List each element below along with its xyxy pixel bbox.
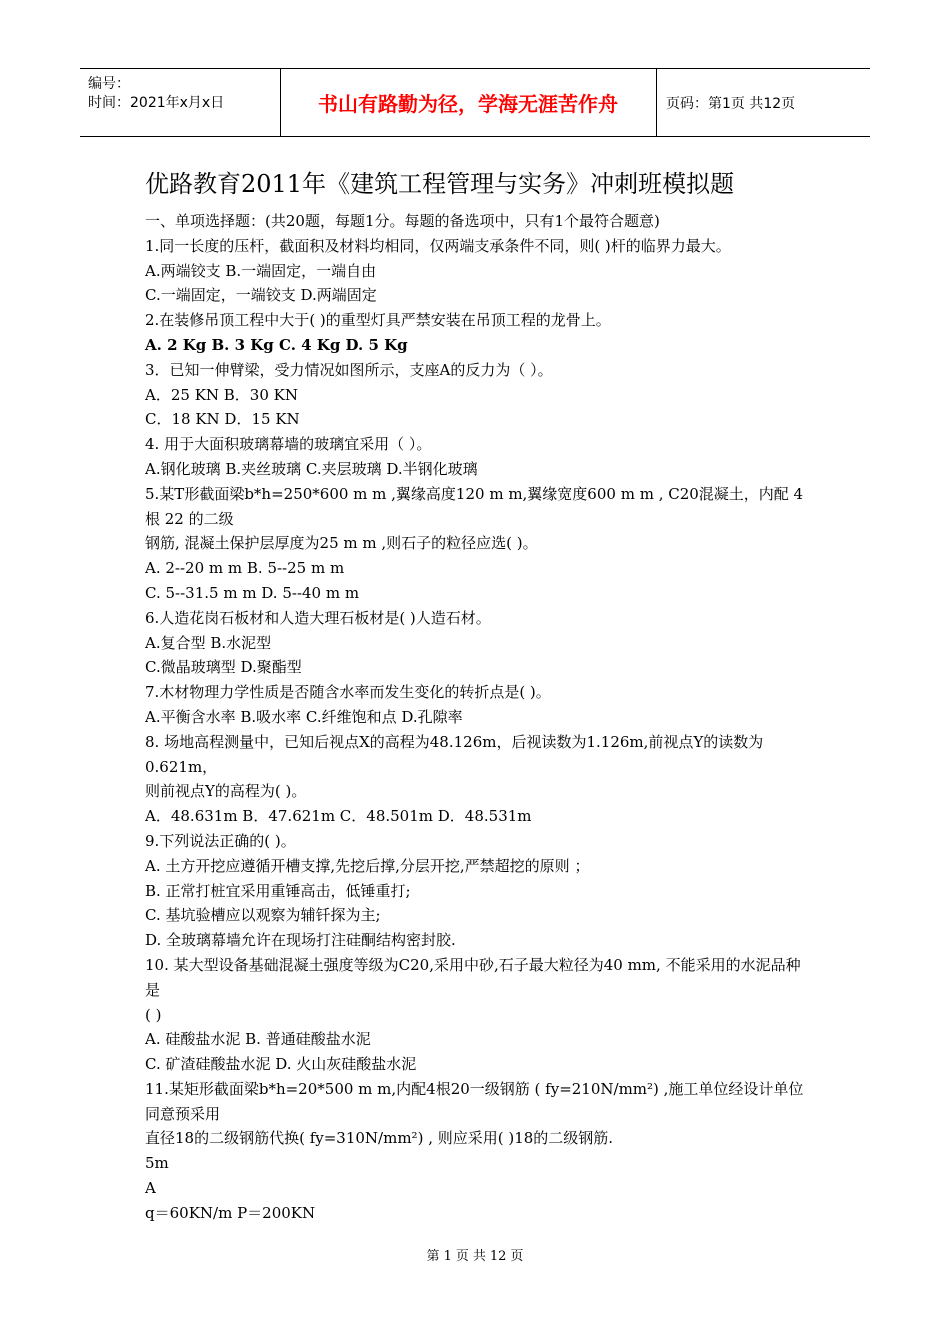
header-meta — [88, 75, 224, 113]
footer-text: 1 — [443, 1249, 452, 1264]
date-label: 时间：2021年x月x日 — [88, 95, 225, 111]
text-line: 2.在装修吊顶工程中大于( )的重型灯具严禁安装在吊顶工程的龙骨上。 — [145, 311, 611, 330]
text-line: A. 2--20 m m B. 5--25 m m — [145, 559, 345, 578]
document-title: 优路教育2011年《建筑工程管理与实务》冲刺班模拟题 — [145, 170, 735, 198]
footer-text: 12 — [489, 1249, 507, 1264]
text-line: A.平衡含水率 B.吸水率 C.纤维饱和点 D.孔隙率 — [145, 707, 463, 726]
header-motto: 书山有路勤为径，学海无涯苦作舟 — [318, 92, 618, 116]
text-line: C. 5--31.5 m m D. 5--40 m m — [145, 583, 360, 602]
header-divider — [656, 69, 657, 136]
text-line: 一、单项选择题：(共20题，每题1分。每题的备选项中，只有1个最符合题意) — [145, 212, 660, 230]
text-line: 8. 场地高程测量中，已知后视点X的高程为48.126m，后视读数为1.126m,前视点Y的读数为0.621m， — [145, 732, 764, 776]
text-line: 1.同一长度的压杆，截面积及材料均相同，仅两端支承条件不同，则( )杆的临界力最大。 — [145, 236, 731, 255]
text-line: A.钢化玻璃 B.夹丝玻璃 C.夹层玻璃 D.半钢化玻璃 — [145, 459, 478, 478]
text-line: 11.某矩形截面梁b*h=20*500 m m,内配4根20一级钢筋 ( fy=210N/mm²) ,施工单位经设计单位同意预采用 — [145, 1079, 804, 1123]
text-line: 4. 用于大面积玻璃幕墙的玻璃宜采用（ ）。 — [145, 435, 432, 454]
text-line: q＝60KN/m P＝200KN — [145, 1203, 316, 1222]
text-line: C.一端固定，一端铰支 D.两端固定 — [145, 286, 377, 305]
page-header — [80, 68, 870, 137]
footer-text: 第 — [426, 1249, 440, 1264]
footer-text: 共 — [472, 1249, 486, 1264]
text-line: A.两端铰支 B.一端固定，一端自由 — [145, 261, 377, 280]
text-line: A．25 KN B．30 KN — [145, 385, 298, 404]
number-label: 编号： — [88, 76, 130, 92]
page-footer — [0, 1245, 950, 1264]
text-line: A．48.631m B．47.621m C．48.501m D．48.531m — [145, 807, 532, 826]
footer-text: 页 — [455, 1249, 469, 1264]
text-line: ( ) — [145, 1005, 162, 1024]
footer-text: 页 — [510, 1249, 524, 1264]
text-line: D. 全玻璃幕墙允许在现场打注硅酮结构密封胶. — [145, 931, 456, 950]
text-line: 6.人造花岗石板材和人造大理石板材是( )人造石材。 — [145, 608, 491, 627]
text-line: C. 基坑验槽应以观察为辅钎探为主; — [145, 906, 381, 925]
text-line: A.复合型 B.水泥型 — [145, 633, 272, 652]
text-line: 直径18的二级钢筋代换( fy=310N/mm²) , 则应采用( )18的二级钢筋. — [145, 1129, 614, 1148]
text-line: 则前视点Y的高程为( )。 — [145, 782, 307, 801]
header-page-number: 页码：第1页 共12页 — [666, 95, 796, 112]
text-line: 3．已知一伸臂梁，受力情况如图所示，支座A的反力为（ ）。 — [145, 360, 553, 379]
text-line: 10. 某大型设备基础混凝土强度等级为C20,采用中砂,石子最大粒径为40 mm, 不能采用的水泥品种是 — [145, 955, 801, 999]
text-line: A — [145, 1179, 156, 1198]
text-line: C.微晶玻璃型 D.聚酯型 — [145, 658, 302, 677]
text-line: 9.下列说法正确的( )。 — [145, 831, 296, 850]
text-line: A. 土方开挖应遵循开槽支撑,先挖后撑,分层开挖,严禁超挖的原则 ； — [145, 856, 590, 875]
text-line: 7.木材物理力学性质是否随含水率而发生变化的转折点是( )。 — [145, 683, 551, 702]
text-line: A. 硅酸盐水泥 B. 普通硅酸盐水泥 — [145, 1030, 371, 1049]
text-line: A. 2 Kg B. 3 Kg C. 4 Kg D. 5 Kg — [145, 335, 408, 354]
document-body — [145, 209, 810, 1226]
text-line: B. 正常打桩宜采用重锤高击，低锤重打; — [145, 881, 411, 900]
text-line: 钢筋, 混凝土保护层厚度为25 m m ,则石子的粒径应选( )。 — [145, 534, 538, 553]
text-line: 5m — [145, 1154, 169, 1173]
text-line: C. 矿渣硅酸盐水泥 D. 火山灰硅酸盐水泥 — [145, 1055, 417, 1074]
text-line: 5.某T形截面梁b*h=250*600 m m ,翼缘高度120 m m,翼缘宽度600 m m , C20混凝土，内配 4根 22 的二级 — [145, 484, 804, 528]
text-line: C．18 KN D．15 KN — [145, 410, 300, 429]
